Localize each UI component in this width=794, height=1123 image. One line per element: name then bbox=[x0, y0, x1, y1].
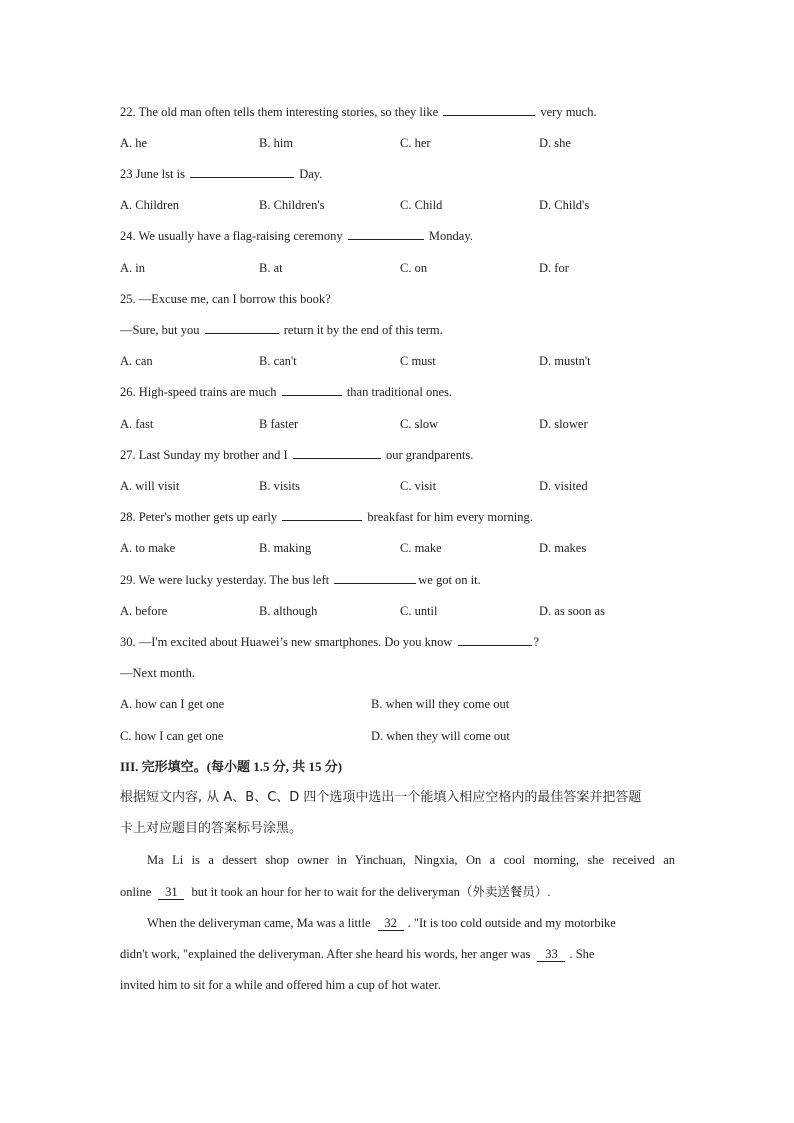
passage-line-3: When the deliveryman came, Ma was a little 32 . "It is too cold outside and my motorbike bbox=[147, 916, 616, 930]
section-3-instructions-line1: 根据短文内容, 从 A、B、C、D 四个选项中选出一个能填入相应空格内的最佳答案并把答题 bbox=[120, 790, 642, 805]
option-d: D. visited bbox=[539, 479, 588, 493]
answer-blank bbox=[458, 634, 532, 646]
question-24-stem: 24. We usually have a flag-raising ceremony Monday. bbox=[120, 229, 473, 243]
question-30-stem: 30. —I'm excited about Huawei’s new smartphones. Do you know ? bbox=[120, 635, 540, 649]
answer-blank bbox=[190, 166, 294, 178]
answer-blank bbox=[293, 447, 381, 459]
option-c: C. make bbox=[400, 541, 442, 555]
option-b: B faster bbox=[259, 417, 299, 431]
option-b: B. when will they come out bbox=[371, 697, 510, 711]
option-c: C. her bbox=[400, 136, 431, 150]
option-b: B. making bbox=[259, 541, 312, 555]
option-d: D. slower bbox=[539, 417, 588, 431]
question-23-options bbox=[120, 197, 680, 213]
option-a: A. will visit bbox=[120, 479, 180, 493]
answer-blank bbox=[282, 509, 362, 521]
option-d: D. makes bbox=[539, 541, 587, 555]
option-d: D. she bbox=[539, 136, 571, 150]
section-3-instructions-line2: 卡上对应题目的答案标号涂黑。 bbox=[120, 821, 303, 836]
question-26-stem: 26. High-speed trains are much than traditional ones. bbox=[120, 385, 452, 399]
option-a: A. Children bbox=[120, 198, 180, 212]
option-d: D. Child's bbox=[539, 198, 590, 212]
question-25-options bbox=[120, 353, 680, 369]
option-b: B. at bbox=[259, 261, 283, 275]
question-24-options bbox=[120, 260, 680, 276]
section-3-title: III. 完形填空。(每小题 1.5 分, 共 15 分) bbox=[120, 759, 343, 774]
option-c: C. visit bbox=[400, 479, 437, 493]
answer-blank bbox=[348, 228, 424, 240]
answer-blank bbox=[282, 384, 342, 396]
option-a: A. in bbox=[120, 261, 145, 275]
answer-blank bbox=[205, 322, 279, 334]
question-28-stem: 28. Peter's mother gets up early breakfast for him every morning. bbox=[120, 510, 533, 524]
option-c: C must bbox=[400, 354, 436, 368]
option-b: B. can't bbox=[259, 354, 297, 368]
option-d: D. when they will come out bbox=[371, 729, 510, 743]
option-a: A. to make bbox=[120, 541, 176, 555]
option-a: A. before bbox=[120, 604, 168, 618]
option-c: C. slow bbox=[400, 417, 439, 431]
answer-blank bbox=[334, 572, 416, 584]
option-d: D. for bbox=[539, 261, 569, 275]
blank-31: 31 bbox=[158, 885, 184, 900]
question-30-options-row1 bbox=[120, 696, 680, 712]
question-29-options bbox=[120, 603, 680, 619]
passage-line-1: Ma Li is a dessert shop owner in Yinchuan, Ningxia, On a cool morning, she received an bbox=[147, 853, 675, 867]
option-c: C. on bbox=[400, 261, 428, 275]
question-23-stem: 23 June lst is Day. bbox=[120, 167, 323, 181]
option-d: D. mustn't bbox=[539, 354, 591, 368]
option-a: A. he bbox=[120, 136, 148, 150]
option-a: A. how can I get one bbox=[120, 697, 225, 711]
question-27-options bbox=[120, 478, 680, 494]
passage-line-2: online 31 but it took an hour for her to wait for the deliveryman（外卖送餐员）. bbox=[120, 885, 551, 899]
question-30-options-row2 bbox=[120, 728, 680, 744]
question-27-stem: 27. Last Sunday my brother and I our grandparents. bbox=[120, 448, 474, 462]
question-29-stem: 29. We were lucky yesterday. The bus left we got on it. bbox=[120, 573, 481, 587]
question-22-options bbox=[120, 135, 680, 151]
blank-33: 33 bbox=[537, 947, 565, 962]
question-26-options bbox=[120, 416, 680, 432]
question-22-stem: 22. The old man often tells them interesting stories, so they like very much. bbox=[120, 105, 597, 119]
question-30-reply: —Next month. bbox=[120, 666, 195, 680]
option-c: C. Child bbox=[400, 198, 443, 212]
question-25-stem: —Sure, but you return it by the end of this term. bbox=[120, 323, 443, 337]
option-b: B. him bbox=[259, 136, 294, 150]
option-c: C. how I can get one bbox=[120, 729, 224, 743]
passage-line-4: didn't work, "explained the deliveryman. After she heard his words, her anger was 33 . She bbox=[120, 947, 595, 961]
blank-32: 32 bbox=[378, 916, 404, 931]
question-28-options bbox=[120, 540, 680, 556]
option-c: C. until bbox=[400, 604, 438, 618]
option-b: B. Children's bbox=[259, 198, 325, 212]
option-d: D. as soon as bbox=[539, 604, 605, 618]
option-a: A. fast bbox=[120, 417, 154, 431]
question-25-line1: 25. —Excuse me, can I borrow this book? bbox=[120, 292, 331, 306]
passage-line-5: invited him to sit for a while and offered him a cup of hot water. bbox=[120, 978, 441, 992]
answer-blank bbox=[443, 104, 535, 116]
option-b: B. visits bbox=[259, 479, 300, 493]
option-b: B. although bbox=[259, 604, 318, 618]
option-a: A. can bbox=[120, 354, 153, 368]
